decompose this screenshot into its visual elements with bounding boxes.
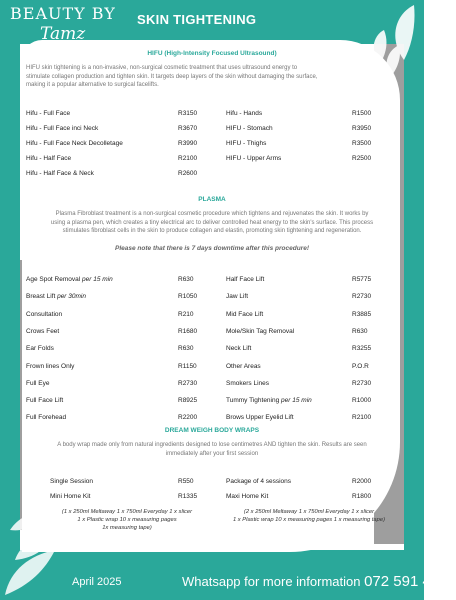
hifu-item-name: Hifu - Half Face <box>26 155 72 162</box>
plasma-item-label: Jaw Lift <box>226 293 249 301</box>
wraps-title: DREAM WEIGH BODY WRAPS <box>164 427 260 434</box>
hifu-item-name: HIFU - Thighs <box>226 140 267 147</box>
wrap-item-price: R550 <box>178 478 194 485</box>
brand-logo <box>10 4 120 48</box>
plasma-item-name <box>226 328 294 335</box>
plasma-item-label: Consultation <box>26 310 63 318</box>
plasma-item-price: R2730 <box>178 379 198 387</box>
plasma-item-price: P.O.R <box>352 362 369 370</box>
plasma-item-price: R2200 <box>178 414 198 422</box>
plasma-item-price: R3885 <box>352 310 372 318</box>
hifu-item-price: R3950 <box>352 125 372 132</box>
plasma-item-price: R2100 <box>352 414 372 422</box>
plasma-description <box>26 210 398 236</box>
hifu-item-price: R1500 <box>352 110 372 117</box>
wraps-description <box>26 441 398 458</box>
plasma-item-name <box>26 414 66 421</box>
wraps-desc-line: immediately after your first session <box>165 450 259 457</box>
plasma-desc-line: stimulates fibroblast cells in the skin to produce collagen and elastin, promoting skin tightening and regeneration. <box>62 228 362 234</box>
hifu-description <box>26 64 396 90</box>
plasma-item-price: R630 <box>178 345 194 353</box>
downtime-note: Please note that there is 7 days downtime after this procedure! <box>115 245 309 252</box>
plasma-item-label: Breast Lift <box>26 293 56 301</box>
plasma-item-duration: per 30min <box>57 293 86 301</box>
hifu-item-price: R2100 <box>178 155 198 162</box>
hifu-item-name: Hifu - Full Face Neck Decolletage <box>26 140 123 147</box>
wrap-item-name: Single Session <box>50 478 93 485</box>
whatsapp-contact[interactable] <box>182 573 456 590</box>
hifu-item-name: Hifu - Hands <box>226 110 263 117</box>
wraps-desc-line: A body wrap made only from natural ingredients designed to lose centimetres AND tighten the skin. Results are seen <box>57 442 367 448</box>
wrap-item-price: R2000 <box>352 478 372 485</box>
hifu-item-name: Hifu - Full Face <box>26 110 71 117</box>
plasma-item-label: Neck Lift <box>226 345 252 353</box>
plasma-item-label: Age Spot Removal <box>26 276 81 283</box>
plasma-item-price: R630 <box>178 276 194 283</box>
wrap-item-name: Package of 4 sessions <box>226 478 292 485</box>
plasma-item-duration: per 15 min <box>82 276 113 283</box>
plasma-item-name <box>26 293 86 300</box>
plasma-item-label: Other Areas <box>226 362 261 370</box>
plasma-item-name <box>226 380 269 387</box>
plasma-item-label: Full Face Lift <box>26 397 64 405</box>
wrap-item-name: Mini Home Kit <box>50 493 91 500</box>
page-title: SKIN TIGHTENING <box>137 12 257 27</box>
wrap-item-name: Maxi Home Kit <box>226 493 269 500</box>
plasma-item-name <box>26 380 49 387</box>
hifu-item-price: R3500 <box>352 140 372 147</box>
brand-top: BEAUTY BY <box>10 4 116 23</box>
brand-script: Tamz <box>40 24 86 44</box>
kit-line: (2 x 250ml Meltaway 1 x 750ml Everyday 1 x slicer <box>243 509 375 515</box>
plasma-item-name <box>226 363 261 370</box>
plasma-item-label: Ear Folds <box>26 345 54 353</box>
hifu-item-name: HIFU - Stomach <box>226 125 273 132</box>
plasma-item-price: R1680 <box>178 327 198 335</box>
hifu-title: HIFU (High-Intensity Focused Ultrasound) <box>147 50 277 57</box>
plasma-item-label: Full Forehead <box>26 414 67 422</box>
plasma-item-price: R8925 <box>178 397 198 405</box>
plasma-item-label: Crows Feet <box>26 327 60 335</box>
hifu-desc-line: HIFU skin tightening is a non-invasive, non-surgical cosmetic treatment that uses ultrasound energy to <box>26 65 298 71</box>
plasma-item-price: R3255 <box>352 345 372 353</box>
plasma-item-label: Mid Face Lift <box>226 310 264 318</box>
plasma-item-price: R2730 <box>352 293 372 301</box>
plasma-item-name <box>26 397 63 404</box>
plasma-item-label: Full Eye <box>26 379 50 387</box>
plasma-item-name <box>226 345 251 352</box>
plasma-item-name <box>226 293 248 300</box>
plasma-item-name <box>26 345 54 352</box>
plasma-item-price: R1050 <box>178 293 198 301</box>
mini-kit-contents <box>52 508 202 532</box>
plasma-item-name <box>226 397 312 404</box>
kit-line: 1x measuring tape) <box>102 525 152 531</box>
plasma-item-label: Frown lines Only <box>26 362 75 370</box>
wrap-item-price: R1800 <box>352 493 372 500</box>
plasma-item-label: Smokers Lines <box>226 379 269 387</box>
plasma-item-name <box>26 328 59 335</box>
plasma-item-name <box>226 311 263 318</box>
hifu-item-price: R3670 <box>178 125 198 132</box>
hifu-item-price: R2600 <box>178 170 198 177</box>
hifu-item-price: R3990 <box>178 140 198 147</box>
hifu-desc-line: making it a popular alternative to surgical facelifts. <box>26 82 159 88</box>
plasma-item-price: R5775 <box>352 276 372 283</box>
plasma-item-name <box>26 363 74 370</box>
plasma-item-label: Half Face Lift <box>226 276 265 283</box>
plasma-item-price: R1000 <box>352 397 372 405</box>
plasma-item-name <box>226 414 294 421</box>
plasma-desc-line: Plasma Fibroblast treatment is a non-surgical cosmetic procedure which tightens and rejuvenates the skin. It works by <box>55 211 369 217</box>
footer-date: April 2025 <box>72 576 122 588</box>
whatsapp-label: Whatsapp for more information <box>182 574 361 589</box>
plasma-item-price: R2730 <box>352 379 372 387</box>
plasma-item-price: R210 <box>178 310 194 318</box>
hifu-item-name: Hifu - Half Face & Neck <box>26 170 94 177</box>
wrap-item-price: R1335 <box>178 493 198 500</box>
hifu-item-price: R3150 <box>178 110 198 117</box>
plasma-item-label: Tummy Tightening <box>226 397 280 405</box>
hifu-desc-line: stimulate collagen production and tighten skin. It targets deep layers of the skin without damaging the surface, <box>26 73 318 80</box>
plasma-desc-line: using a plasma pen, which creates a tiny electrical arc to deliver controlled heat energy to the skin's surface. This process <box>50 219 374 226</box>
kit-line: 1 x Plastic wrap 10 x measuring pages <box>77 517 177 523</box>
plasma-item-label: Brows Upper Eyelid Lift <box>226 414 294 422</box>
plasma-item-duration: per 15 min <box>281 397 312 405</box>
hifu-item-name: Hifu - Full Face inci Neck <box>26 125 99 132</box>
plasma-item-name <box>226 276 264 283</box>
hifu-item-price: R2500 <box>352 155 372 162</box>
hifu-item-name: HIFU - Upper Arms <box>226 155 282 162</box>
kit-line: 1 x Plastic wrap 10 x measuring pages 1 x measuring tape) <box>232 517 386 523</box>
plasma-item-name <box>26 276 113 283</box>
maxi-kit-contents <box>222 508 396 524</box>
plasma-item-name <box>26 311 62 318</box>
kit-line: (1 x 250ml Meltaway 1 x 750ml Everyday 1 x slicer <box>61 509 193 515</box>
plasma-item-price: R630 <box>352 327 368 335</box>
right-band <box>404 0 424 600</box>
plasma-item-label: Mole/Skin Tag Removal <box>226 327 295 335</box>
plasma-item-price: R1150 <box>178 362 197 370</box>
plasma-title: PLASMA <box>198 196 226 203</box>
leaf-bottom-left-icon <box>0 490 80 600</box>
phone-number[interactable]: 072 591 4552 <box>364 573 456 590</box>
